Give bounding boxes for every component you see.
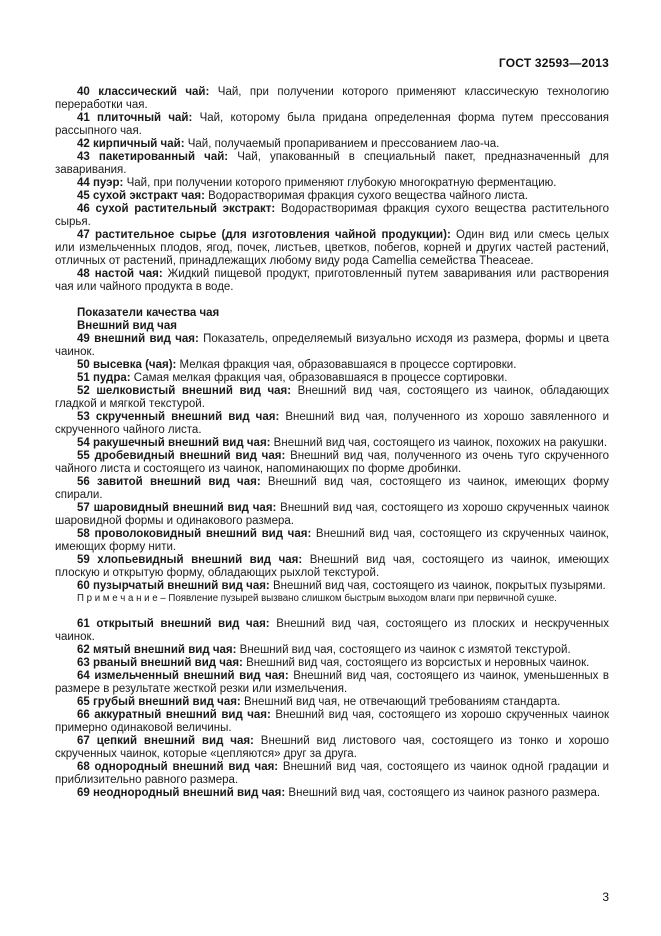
term-entry-49: 49 внешний вид чая: Показатель, определяемый визуально исходя из размера, формы и цвета чаинок.: [55, 333, 609, 358]
note-label: П р и м е ч а н и е: [77, 593, 161, 604]
document-body: [55, 86, 609, 800]
term-entry-51: 51 пудра: Самая мелкая фракция чая, образовавшаяся в процессе сортировки.: [77, 372, 508, 384]
term-entry-47: 47 растительное сырье (для изготовления чайной продукции): Один вид или смесь целых или измельченных плодов, ягод, почек, листьев, цветков, побегов, корней и других частей растений, отличных от растений, принадлежащих любому виду рода Camellia семейства Theaceae.: [55, 229, 609, 267]
term-entry-61: 61 открытый внешний вид чая: Внешний вид чая, состоящего из плоских и нескрученных чаинок.: [55, 617, 609, 643]
term-entry-65: 65 грубый внешний вид чая: Внешний вид чая, не отвечающий требованиям стандарта.: [77, 695, 561, 708]
term-entry-62: 62 мятый внешний вид чая: Внешний вид чая, состоящего из чаинок с измятой текстурой.: [77, 643, 571, 656]
term-label: 58 проволоковидный внешний вид чая:: [77, 528, 312, 540]
term-entry-52: 52 шелковистый внешний вид чая: Внешний вид чая, состоящего из чаинок, обладающих гладкой и мягкой текстурой.: [55, 385, 609, 410]
term-entry-44: 44 пуэр: Чай, при получении которого применяют глубокую многократную ферментацию.: [77, 177, 557, 189]
term-entry-50: 50 высевка (чая): Мелкая фракция чая, образовавшаяся в процессе сортировки.: [77, 359, 517, 371]
term-entry-46: 46 сухой растительный экстракт: Водорастворимая фракция сухого вещества растительного сырья.: [55, 203, 609, 228]
term-entry-42: 42 кирпичный чай: Чай, получаемый пропариванием и прессованием лао-ча.: [77, 138, 500, 150]
term-entry-53: 53 скрученный внешний вид чая: Внешний вид чая, полученного из хорошо завяленного и скрученного чайного листа.: [55, 411, 609, 436]
term-label: 62 мятый внешний вид чая:: [77, 643, 237, 656]
term-entry-59: 59 хлопьевидный внешний вид чая: Внешний вид чая, состоящего из чаинок, имеющих плоскую и открытую форму, обладающих рыхлой текстурой.: [55, 554, 609, 579]
term-label: 48 настой чая:: [77, 268, 163, 280]
term-entry-48: 48 настой чая: Жидкий пищевой продукт, приготовленный путем заваривания или растворения чая или чайного продукта в воде.: [55, 268, 609, 293]
term-entry-63: 63 рваный внешний вид чая: Внешний вид чая, состоящего из ворсистых и неровных чаинок.: [77, 656, 590, 669]
term-entry-56: 56 завитой внешний вид чая: Внешний вид чая, состоящего из чаинок, имеющих форму спирали.: [55, 476, 609, 501]
term-entry-69: 69 неоднородный внешний вид чая: Внешний вид чая, состоящего из чаинок разного размера.: [77, 786, 601, 799]
term-entry-66: 66 аккуратный внешний вид чая: Внешний вид чая, состоящего из хорошо скрученных чаинок примерно одинаковой величины.: [55, 708, 609, 734]
term-entry-54: 54 ракушечный внешний вид чая: Внешний вид чая, состоящего из чаинок, похожих на ракушки.: [77, 437, 608, 449]
term-label: 46 сухой растительный экстракт:: [77, 203, 276, 215]
term-label: 57 шаровидный внешний вид чая:: [77, 502, 277, 514]
term-entry-40: 40 классический чай: Чай, при получении которого применяют классическую технологию переработки чая.: [55, 86, 609, 111]
term-entry-58: 58 проволоковидный внешний вид чая: Внешний вид чая, состоящего из скрученных чаинок, имеющих форму нити.: [55, 528, 609, 553]
term-label: 45 сухой экстракт чая:: [77, 190, 205, 202]
term-label: 66 аккуратный внешний вид чая:: [77, 708, 271, 721]
standard-designation: ГОСТ 32593—2013: [498, 56, 609, 70]
term-entry-45: 45 сухой экстракт чая: Водорастворимая фракция сухого вещества чайного листа.: [77, 190, 528, 202]
term-label: 56 завитой внешний вид чая:: [77, 476, 261, 488]
section-heading: Внешний вид чая: [77, 320, 177, 332]
section-heading: Показатели качества чая: [77, 307, 220, 319]
term-entry-41: 41 плиточный чай: Чай, которому была придана определенная форма путем прессования рассыпного чая.: [55, 112, 609, 137]
term-label: 43 пакетированный чай:: [77, 151, 229, 163]
term-label: 69 неоднородный внешний вид чая:: [77, 786, 286, 799]
term-label: 51 пудра:: [77, 372, 131, 384]
term-label: 44 пуэр:: [77, 177, 124, 189]
term-entry-64: 64 измельченный внешний вид чая: Внешний вид чая, состоящего из чаинок, уменьшенных в размере в результате жесткой резки или измельчения.: [55, 669, 609, 695]
term-label: 49 внешний вид чая:: [77, 333, 199, 345]
term-label: 60 пузырчатый внешний вид чая:: [77, 580, 270, 592]
term-label: 63 рваный внешний вид чая:: [77, 656, 243, 669]
term-label: 47 растительное сырье (для изготовления чайной продукции):: [77, 229, 451, 241]
term-entry-67: 67 цепкий внешний вид чая: Внешний вид листового чая, состоящего из тонко и хорошо скрученных чаинок, которые «цепляются» друг за друга.: [55, 734, 609, 760]
term-label: 55 дробевидный внешний вид чая:: [77, 450, 286, 462]
term-label: 54 ракушечный внешний вид чая:: [77, 437, 271, 449]
term-label: 40 классический чай:: [77, 86, 210, 98]
term-label: 65 грубый внешний вид чая:: [77, 695, 241, 708]
term-label: 52 шелковистый внешний вид чая:: [77, 385, 292, 397]
term-entry-60: 60 пузырчатый внешний вид чая: Внешний вид чая, состоящего из чаинок, покрытых пузырями.: [77, 580, 606, 592]
term-entry-55: 55 дробевидный внешний вид чая: Внешний вид чая, полученного из очень туго скрученного чайного листа и состоящего из чаинок, напоминающих по форме дробинки.: [55, 450, 609, 475]
term-entry-43: 43 пакетированный чай: Чай, упакованный в специальный пакет, предназначенный для заваривания.: [55, 151, 609, 176]
term-entry-57: 57 шаровидный внешний вид чая: Внешний вид чая, состоящего из хорошо скрученных чаинок шаровидной формы и одинакового размера.: [55, 502, 609, 527]
page-number: 3: [602, 890, 609, 904]
term-label: 50 высевка (чая):: [77, 359, 177, 371]
term-label: 67 цепкий внешний вид чая:: [77, 734, 254, 747]
term-label: 59 хлопьевидный внешний вид чая:: [77, 554, 303, 566]
term-label: 53 скрученный внешний вид чая:: [77, 411, 280, 423]
term-label: 61 открытый внешний вид чая:: [77, 617, 270, 630]
term-label: 64 измельченный внешний вид чая:: [77, 669, 289, 682]
term-label: 68 однородный внешний вид чая:: [77, 760, 279, 773]
term-entry-68: 68 однородный внешний вид чая: Внешний вид чая, состоящего из чаинок одной градации и приблизительно равного размера.: [55, 760, 610, 786]
term-label: 41 плиточный чай:: [77, 112, 193, 124]
note-paragraph: П р и м е ч а н и е – Появление пузырей вызвано слишком быстрым выходом влаги при первичной сушке.: [77, 593, 557, 604]
term-label: 42 кирпичный чай:: [77, 138, 185, 150]
